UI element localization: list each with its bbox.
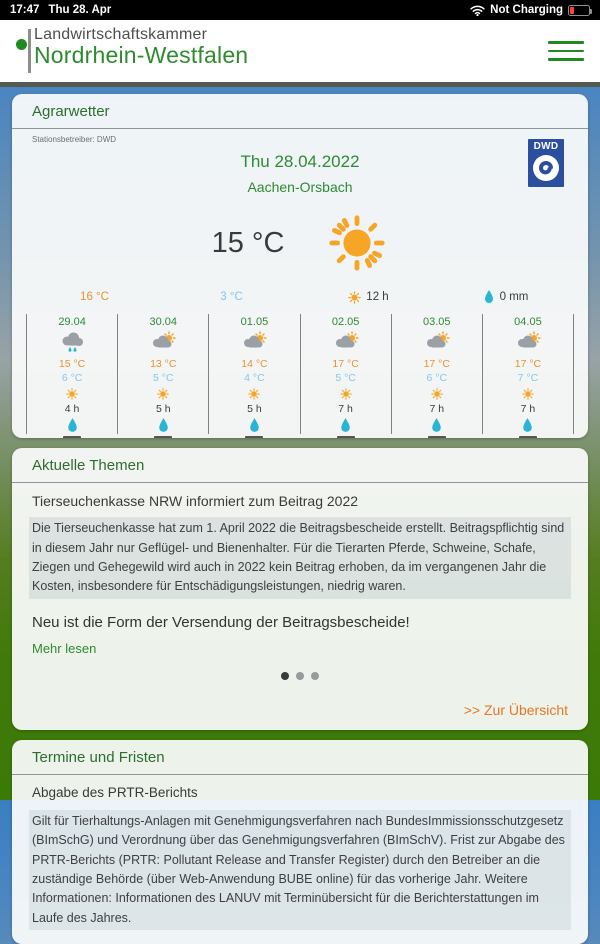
forecast-min-temp: 5 °C: [335, 372, 356, 385]
cloud-sun-icon: [118, 330, 208, 354]
summary-max-temp: 16 °C: [80, 291, 109, 303]
pagination-dot-2[interactable]: [296, 672, 304, 680]
forecast-sun-hours: 7 h: [429, 402, 445, 415]
forecast-min-temp: 6 °C: [426, 372, 448, 385]
org-name-line1: Landwirtschaftskammer: [34, 26, 208, 43]
battery-status-label: Not Charging: [490, 4, 563, 16]
raindrop-icon: [27, 417, 117, 434]
raindrop-icon: [483, 417, 573, 434]
forecast-row: [26, 314, 574, 434]
pagination-dot-3[interactable]: [311, 672, 319, 680]
forecast-sun-hours: 5 h: [155, 402, 171, 415]
summary-precipitation: 0 mm: [437, 289, 574, 305]
forecast-min-temp: 5 °C: [152, 372, 174, 385]
forecast-max-temp: 17 °C: [332, 358, 359, 371]
forecast-day-3: [209, 314, 300, 434]
cloud-sun-icon: [392, 330, 482, 354]
clipped-precip-row: [26, 434, 574, 438]
weather-date: Thu 28.04.2022: [240, 152, 360, 171]
sun-small-icon: [118, 388, 208, 401]
forecast-date: 29.04: [58, 316, 86, 328]
forecast-max-temp: 15 °C: [58, 358, 86, 371]
raindrop-icon: [483, 289, 495, 305]
weather-summary-row: [26, 289, 574, 305]
forecast-max-temp: 17 °C: [423, 358, 450, 371]
weather-station-name: Aachen-Orsbach: [247, 179, 353, 195]
battery-icon: [568, 5, 590, 16]
dwd-spiral-icon: [533, 155, 559, 181]
sun-small-icon: [301, 388, 391, 401]
raindrop-icon: [209, 417, 299, 434]
raindrop-icon: [118, 417, 208, 434]
pagination-dot-1[interactable]: [281, 672, 289, 680]
deadlines-card-title: Termine und Fristen: [32, 748, 165, 766]
news-card-title: Aktuelle Themen: [32, 457, 145, 475]
org-name-line2: Nordrhein-Westfalen: [34, 42, 249, 68]
forecast-max-temp: 13 °C: [150, 358, 177, 371]
forecast-min-temp: 4 °C: [244, 372, 265, 385]
sun-icon: [326, 212, 388, 274]
cloud-sun-icon: [301, 330, 391, 354]
forecast-date: 02.05: [331, 316, 360, 328]
deadline-item-body: Gilt für Tierhaltungs-Anlagen mit Genehmigungsverfahren nach BundesImmissionsschutzgesetz (BImSchG) und Verordnung über das Genehmigungsverfahren (BImSchV). Frist zur Abgabe des PRTR-Berichts (PRTR: Pollutant Release and Transfer Register) durch den Betreiber an die zuständige Behörde (über Web-Anwendung BUBE online) für das vorherige Jahr. Weitere Informationen: Informationen des LANUV mit Terminübersicht für die Berichterstattungen im Laufe des Jahres.: [29, 810, 571, 930]
deadline-item-title: Abgabe des PRTR-Berichts: [32, 784, 198, 800]
station-operator-label: Stationsbetreiber: DWD: [32, 135, 117, 144]
clock-time: 17:47: [10, 4, 40, 16]
raindrop-icon: [392, 417, 482, 434]
forecast-sun-hours: 7 h: [338, 402, 353, 415]
article-body: Die Tierseuchenkasse hat zum 1. April 2022 die Beitragsbescheide erstellt. Beitragspflichtig sind in diesem Jahr nur Geflügel- und Bienenhalter. Für die Tierarten Pferde, Schweine, Schafe, Ziegen und Gehegewild wird auch in 2022 kein Beitrag erhoben, da im vergangenen Jahr die Kosten, insbesondere für Entschädigungsleistungen, niedrig waren.: [29, 517, 571, 599]
rain-cloud-icon: [27, 330, 117, 354]
app-header: [0, 20, 600, 82]
cloud-sun-icon: [209, 330, 299, 354]
status-bar: [0, 0, 600, 20]
forecast-sun-hours: 5 h: [247, 402, 262, 415]
forecast-date: 03.05: [423, 316, 451, 328]
summary-sun-hours: 12 h: [300, 289, 437, 305]
sun-small-icon: [209, 388, 299, 401]
carousel-pagination: [32, 672, 568, 680]
sun-small-icon: [483, 388, 573, 401]
logo-mark-icon: [16, 27, 32, 75]
summary-min-temp: 3 °C: [220, 291, 243, 303]
forecast-max-temp: 14 °C: [241, 358, 268, 371]
sun-small-icon: [348, 291, 361, 304]
forecast-day-5: [392, 314, 483, 434]
forecast-min-temp: 6 °C: [61, 372, 83, 385]
article-highlight: Neu ist die Form der Versendung der Beitragsbescheide!: [32, 613, 410, 631]
status-date: Thu 28. Apr: [48, 4, 112, 16]
dwd-logo-text: DWD: [533, 141, 559, 152]
forecast-sun-hours: 4 h: [64, 402, 80, 415]
dwd-logo: [528, 139, 564, 187]
forecast-min-temp: 7 °C: [517, 372, 539, 385]
forecast-date: 04.05: [514, 316, 542, 328]
news-card: [12, 448, 588, 730]
sun-small-icon: [27, 388, 117, 401]
forecast-day-1: [27, 314, 118, 434]
forecast-day-6: [483, 314, 573, 434]
overview-link[interactable]: >> Zur Übersicht: [463, 701, 568, 718]
forecast-date: 30.04: [149, 316, 178, 328]
forecast-day-2: [118, 314, 209, 434]
cloud-sun-icon: [483, 330, 573, 354]
sun-small-icon: [392, 388, 482, 401]
wifi-icon: [470, 5, 485, 16]
forecast-max-temp: 17 °C: [514, 358, 542, 371]
lwk-nrw-logo: [16, 27, 248, 75]
deadlines-card: [12, 740, 588, 944]
menu-hamburger-icon[interactable]: [548, 40, 584, 62]
read-more-link[interactable]: Mehr lesen: [32, 640, 97, 656]
forecast-date: 01.05: [240, 316, 269, 328]
article-title: Tierseuchenkasse NRW informiert zum Beitrag 2022: [32, 493, 359, 510]
current-temperature: 15 °C: [211, 226, 285, 259]
weather-card: [12, 94, 588, 438]
forecast-day-4: [301, 314, 392, 434]
forecast-sun-hours: 7 h: [520, 402, 536, 415]
weather-card-title: Agrarwetter: [32, 103, 110, 120]
raindrop-icon: [301, 417, 391, 434]
